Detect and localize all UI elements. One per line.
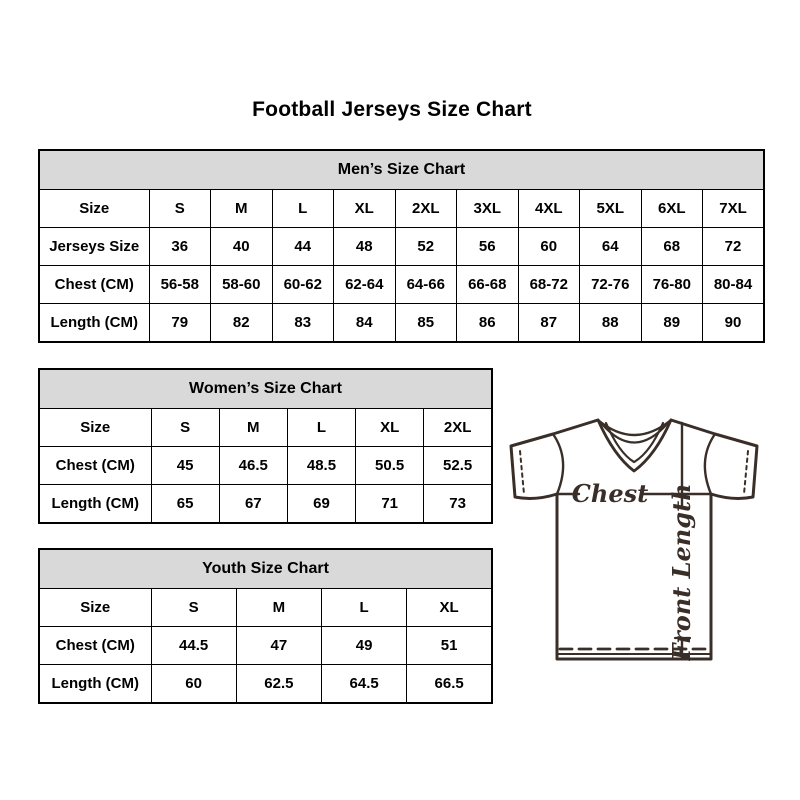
youth-table-row bbox=[39, 627, 492, 665]
row-label: Chest (CM) bbox=[39, 266, 149, 304]
table-cell: M bbox=[211, 190, 273, 228]
table-cell: 5XL bbox=[580, 190, 642, 228]
chest-measure-label: Chest bbox=[571, 479, 649, 508]
front-length-measure-label: Front Length bbox=[667, 483, 696, 661]
table-cell: 2XL bbox=[424, 409, 492, 447]
womens-table-title: Women’s Size Chart bbox=[39, 369, 492, 409]
table-cell: 40 bbox=[211, 228, 273, 266]
mens-table-row bbox=[39, 266, 764, 304]
right-cuff-stitch bbox=[744, 451, 748, 494]
table-cell: 66.5 bbox=[407, 665, 492, 704]
table-cell: 90 bbox=[703, 304, 765, 343]
table-cell: 52 bbox=[395, 228, 457, 266]
youth-size-table bbox=[38, 548, 493, 704]
jersey-outline-drawing bbox=[503, 398, 768, 676]
left-cuff-stitch bbox=[520, 451, 524, 494]
table-cell: 7XL bbox=[703, 190, 765, 228]
table-cell: 60 bbox=[151, 665, 236, 704]
table-cell: 79 bbox=[149, 304, 211, 343]
table-cell: 89 bbox=[641, 304, 703, 343]
row-label: Length (CM) bbox=[39, 304, 149, 343]
table-cell: 62-64 bbox=[334, 266, 396, 304]
table-cell: 66-68 bbox=[457, 266, 519, 304]
youth-table-title: Youth Size Chart bbox=[39, 549, 492, 589]
table-cell: 67 bbox=[219, 485, 287, 524]
table-cell: 52.5 bbox=[424, 447, 492, 485]
womens-size-table bbox=[38, 368, 493, 524]
table-cell: 80-84 bbox=[703, 266, 765, 304]
table-cell: 65 bbox=[151, 485, 219, 524]
table-cell: 60-62 bbox=[272, 266, 334, 304]
row-label: Length (CM) bbox=[39, 485, 151, 524]
table-cell: 72-76 bbox=[580, 266, 642, 304]
womens-table-row bbox=[39, 485, 492, 524]
table-cell: 60 bbox=[518, 228, 580, 266]
table-cell: 83 bbox=[272, 304, 334, 343]
table-cell: M bbox=[236, 589, 321, 627]
table-cell: L bbox=[272, 190, 334, 228]
table-cell: 44.5 bbox=[151, 627, 236, 665]
table-cell: 85 bbox=[395, 304, 457, 343]
table-cell: S bbox=[151, 409, 219, 447]
jersey-body-outline bbox=[511, 420, 757, 659]
mens-table-title: Men’s Size Chart bbox=[39, 150, 764, 190]
table-cell: 48.5 bbox=[287, 447, 355, 485]
table-cell: 58-60 bbox=[211, 266, 273, 304]
mens-table-row bbox=[39, 228, 764, 266]
table-cell: L bbox=[322, 589, 407, 627]
table-cell: 64 bbox=[580, 228, 642, 266]
table-cell: S bbox=[151, 589, 236, 627]
table-cell: 73 bbox=[424, 485, 492, 524]
table-cell: 68-72 bbox=[518, 266, 580, 304]
table-cell: XL bbox=[356, 409, 424, 447]
table-cell: 56 bbox=[457, 228, 519, 266]
row-label: Size bbox=[39, 409, 151, 447]
row-label: Size bbox=[39, 589, 151, 627]
table-cell: M bbox=[219, 409, 287, 447]
table-cell: 62.5 bbox=[236, 665, 321, 704]
table-cell: L bbox=[287, 409, 355, 447]
table-cell: S bbox=[149, 190, 211, 228]
youth-table-row bbox=[39, 589, 492, 627]
table-cell: XL bbox=[407, 589, 492, 627]
table-cell: 64.5 bbox=[322, 665, 407, 704]
table-cell: 88 bbox=[580, 304, 642, 343]
mens-table-row bbox=[39, 304, 764, 343]
mens-table-row bbox=[39, 190, 764, 228]
table-cell: 82 bbox=[211, 304, 273, 343]
table-cell: 71 bbox=[356, 485, 424, 524]
table-cell: 72 bbox=[703, 228, 765, 266]
table-cell: 84 bbox=[334, 304, 396, 343]
table-cell: 2XL bbox=[395, 190, 457, 228]
left-armhole-seam bbox=[553, 434, 563, 494]
table-cell: 36 bbox=[149, 228, 211, 266]
table-cell: 45 bbox=[151, 447, 219, 485]
table-cell: 46.5 bbox=[219, 447, 287, 485]
row-label: Length (CM) bbox=[39, 665, 151, 704]
table-cell: 4XL bbox=[518, 190, 580, 228]
table-cell: 76-80 bbox=[641, 266, 703, 304]
row-label: Size bbox=[39, 190, 149, 228]
table-cell: 51 bbox=[407, 627, 492, 665]
table-cell: 87 bbox=[518, 304, 580, 343]
table-cell: 48 bbox=[334, 228, 396, 266]
table-cell: XL bbox=[334, 190, 396, 228]
jersey-measurement-diagram bbox=[503, 398, 768, 676]
table-cell: 49 bbox=[322, 627, 407, 665]
page-title: Football Jerseys Size Chart bbox=[252, 98, 532, 121]
table-cell: 50.5 bbox=[356, 447, 424, 485]
table-cell: 56-58 bbox=[149, 266, 211, 304]
table-cell: 3XL bbox=[457, 190, 519, 228]
right-armhole-seam bbox=[705, 434, 715, 494]
table-cell: 44 bbox=[272, 228, 334, 266]
table-cell: 86 bbox=[457, 304, 519, 343]
mens-size-table bbox=[38, 149, 765, 343]
row-label: Chest (CM) bbox=[39, 627, 151, 665]
table-cell: 47 bbox=[236, 627, 321, 665]
row-label: Jerseys Size bbox=[39, 228, 149, 266]
table-cell: 68 bbox=[641, 228, 703, 266]
row-label: Chest (CM) bbox=[39, 447, 151, 485]
table-cell: 6XL bbox=[641, 190, 703, 228]
table-cell: 64-66 bbox=[395, 266, 457, 304]
womens-table-row bbox=[39, 447, 492, 485]
womens-table-row bbox=[39, 409, 492, 447]
youth-table-row bbox=[39, 665, 492, 704]
table-cell: 69 bbox=[287, 485, 355, 524]
